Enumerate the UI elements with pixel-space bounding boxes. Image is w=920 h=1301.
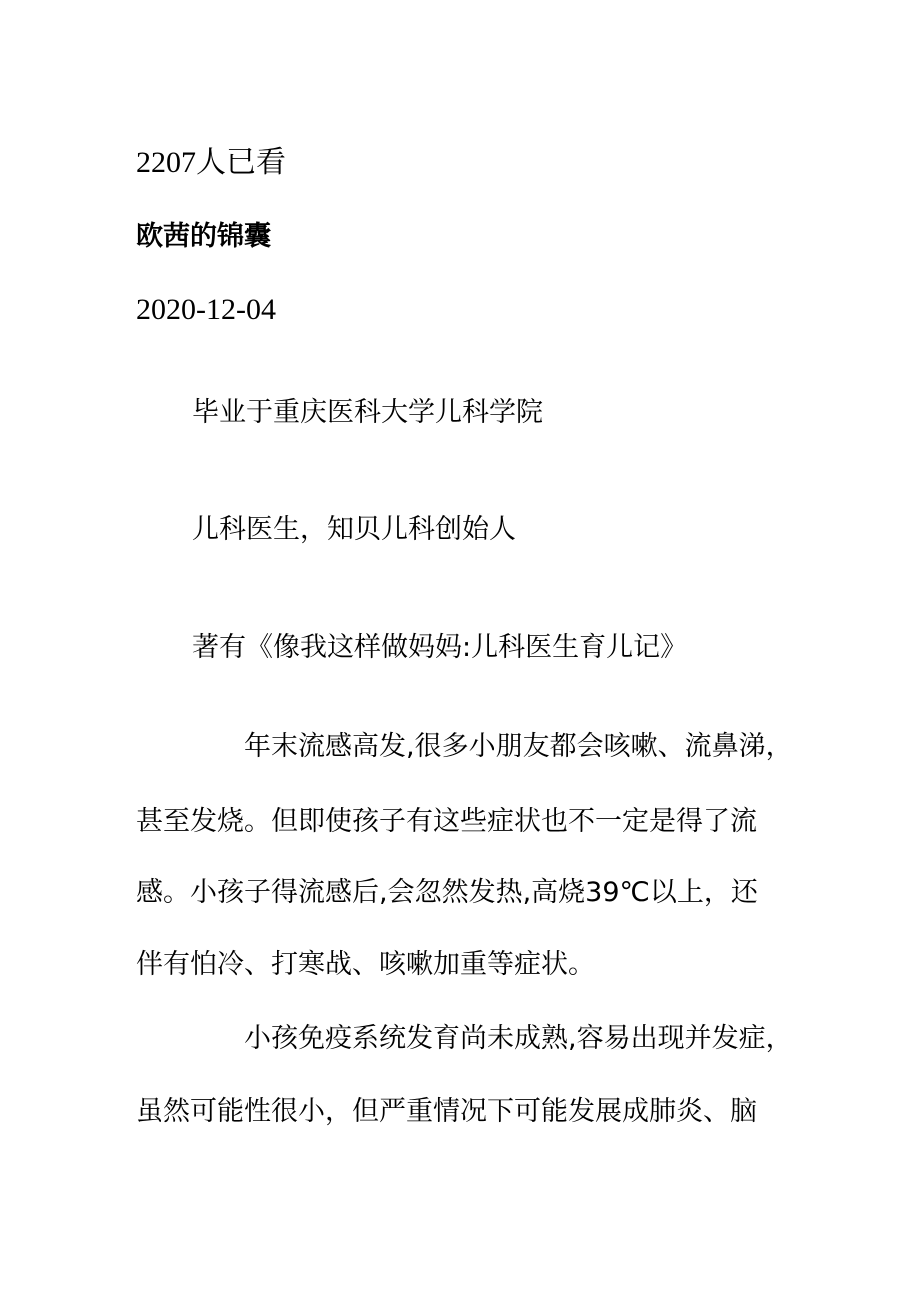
paragraph-1-line-2: 甚至发烧。但即使孩子有这些症状也不一定是得了流: [136, 806, 757, 837]
paragraph-1-line-4: 伴有怕冷、打寒战、咳嗽加重等症状。: [136, 949, 595, 980]
paragraph-2-line-2: 虽然可能性很小，但严重情况下可能发展成肺炎、脑: [136, 1096, 757, 1127]
profile-book: 著有《像我这样做妈妈:儿科医生育儿记》: [192, 632, 688, 663]
paragraph-1-line-1: 年末流感高发,很多小朋友都会咳嗽、流鼻涕，: [244, 731, 793, 762]
author-name: 欧茜的锦囊: [136, 221, 271, 252]
view-count: 2207人已看: [136, 146, 286, 179]
profile-education: 毕业于重庆医科大学儿科学院: [192, 397, 543, 428]
publish-date: 2020-12-04: [136, 293, 276, 326]
profile-title: 儿科医生，知贝儿科创始人: [192, 514, 516, 545]
paragraph-1-line-3: 感。小孩子得流感后,会忽然发热,高烧39℃以上，还: [136, 877, 758, 908]
paragraph-2-line-1: 小孩免疫系统发育尚未成熟,容易出现并发症，: [244, 1023, 793, 1054]
